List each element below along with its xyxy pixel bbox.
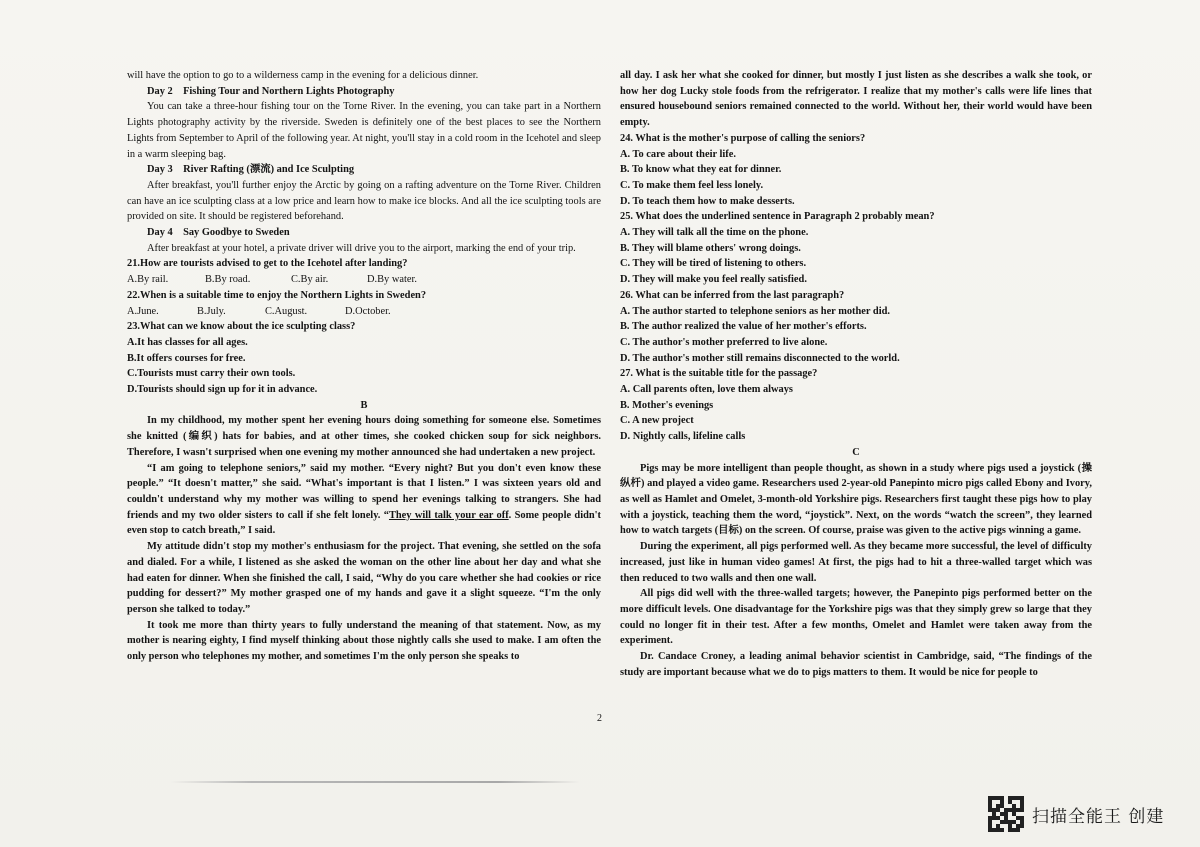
question-21: 21.How are tourists advised to get to the Icehotel after landing? xyxy=(127,258,408,270)
option: B. They will blame others' wrong doings. xyxy=(620,242,801,254)
day-3-text: After breakfast, you'll further enjoy the Arctic by going on a rafting adventure on the Torne River. Children can have an ice sculpting class at a low price and learn how to make ice blocks. And all the ice sculpting tools are provided on site. It should be registered beforehand. xyxy=(127,179,601,223)
option: D. The author's mother still remains disconnected to the world. xyxy=(620,352,900,364)
underlined-sentence: They will talk your ear off xyxy=(388,509,509,521)
day-4-heading: Day 4 Say Goodbye to Sweden xyxy=(147,227,290,239)
day-2-text: You can take a three-hour fishing tour on the Torne River. In the evening, you can take part in a Northern Lights photography activity by the riverside. Sweden is definitely one of the best places to see the Northern Lights from September to April of the following year. At night, you'll stay in a cold room in the Icehotel and sleep in a warm sleeping bag. xyxy=(127,101,601,160)
option: C. The author's mother preferred to live alone. xyxy=(620,336,828,348)
passage-b-continuation: all day. I ask her what she cooked for dinner, but mostly I just listen as she describes a walk she took, or how her dog Lucky stole foods from the refrigerator. I realize that my mother's calls were life lines that ensured housebound seniors remained connected to the world. Without her, their world would have been empty. xyxy=(620,70,1092,129)
day-2-heading: Day 2 Fishing Tour and Northern Lights Photography xyxy=(147,85,395,97)
qr-module xyxy=(1020,828,1024,832)
qr-code-icon xyxy=(988,796,1024,832)
question-23: 23.What can we know about the ice sculpting class? xyxy=(127,321,356,333)
option: B. Mother's evenings xyxy=(620,399,714,411)
option: D. They will make you feel really satisfied. xyxy=(620,274,807,286)
day-3-heading: Day 3 River Rafting (漂流) and Ice Sculpting xyxy=(147,164,355,176)
option: A. The author started to telephone seniors as her mother did. xyxy=(620,305,890,317)
page-number: 2 xyxy=(597,713,602,724)
right-column xyxy=(620,68,1092,680)
section-b-title: B xyxy=(360,399,368,411)
option: A.By rail. xyxy=(127,274,169,286)
option: B.By road. xyxy=(205,274,251,286)
camscanner-watermark xyxy=(988,796,1164,832)
question-24: 24. What is the mother's purpose of calling the seniors? xyxy=(620,132,866,144)
option: C.By air. xyxy=(291,274,329,286)
question-22-options xyxy=(127,304,601,320)
option: A. Call parents often, love them always xyxy=(620,384,793,396)
passage-b-paragraph: My attitude didn't stop my mother's enthusiasm for the project. That evening, she settled on the sofa and dialed. For a while, I listened as she asked the woman on the other line about her day and what she had eaten for dinner. When she finished the call, I said, “Why do you care whether she had cookies or rice pudding for dessert?” My mother grasped one of my hands and gave it a slight squeeze. “I'm the only person she talked to today.” xyxy=(127,541,601,615)
option: A.It has classes for all ages. xyxy=(127,336,248,348)
option: D. To teach them how to make desserts. xyxy=(620,195,795,207)
option: B. To know what they eat for dinner. xyxy=(620,164,782,176)
option: D.By water. xyxy=(367,274,417,286)
left-column xyxy=(127,68,601,665)
option: B.July. xyxy=(197,305,226,317)
text-span: “I am going to telephone seniors,” said my mother. “Every night? But you don't even know these people.” “It doesn't matter,” she said. “What's important is that I listen.” I was sixteen years old and couldn't understand why my mother was willing to spend her evenings talking to strangers. She had friends and my two older sisters to call if she felt lonely. “ xyxy=(127,462,601,521)
section-c-title: C xyxy=(852,446,860,458)
watermark-text: 扫描全能王 创建 xyxy=(1032,806,1165,827)
passage-b-paragraph xyxy=(127,461,601,540)
question-25: 25. What does the underlined sentence in Paragraph 2 probably mean? xyxy=(620,211,935,223)
option: C. To make them feel less lonely. xyxy=(620,179,764,191)
passage-b-paragraph: It took me more than thirty years to fully understand the meaning of that statement. Now, as my mother is nearing eighty, I find myself thinking about those nightly calls she used to make. I am often the only person who telephones my mother, and sometimes I'm the only person she speaks to xyxy=(127,619,601,663)
passage-c-paragraph: Dr. Candace Croney, a leading animal behavior scientist in Cambridge, said, “The findings of the study are important because what we do to pigs matters to them. It would be nice for people to xyxy=(620,651,1092,678)
question-27: 27. What is the suitable title for the passage? xyxy=(620,368,818,380)
option: C.August. xyxy=(265,305,308,317)
option: D. Nightly calls, lifeline calls xyxy=(620,431,746,443)
passage-c-paragraph: During the experiment, all pigs performed well. As they became more successful, the level of difficulty increased, just like in human video games! At first, the pigs had to hit a three-walled target which was then reduced to two walls and then one wall. xyxy=(620,541,1092,584)
option: C.Tourists must carry their own tools. xyxy=(127,368,296,380)
day-4-text: After breakfast at your hotel, a private driver will drive you to the airport, marking the end of your trip. xyxy=(147,242,576,254)
option: D.October. xyxy=(345,305,391,317)
option: A. To care about their life. xyxy=(620,148,736,160)
option: A.June. xyxy=(127,305,159,317)
passage-b-paragraph: In my childhood, my mother spent her evening hours doing something for someone else. Sometimes she knitted (编织) hats for babies, and at other times, she cooked chicken soup for sick neighbors. Therefore, I wasn't surprised when one evening my mother announced she had undertaken a new project. xyxy=(127,415,601,458)
question-26: 26. What can be inferred from the last paragraph? xyxy=(620,289,845,301)
option: B.It offers courses for free. xyxy=(127,352,246,364)
intro-line: will have the option to go to a wilderness camp in the evening for a delicious dinner. xyxy=(127,70,479,81)
question-21-options xyxy=(127,272,601,288)
question-22: 22.When is a suitable time to enjoy the Northern Lights in Sweden? xyxy=(127,289,427,301)
option: D.Tourists should sign up for it in advance. xyxy=(127,384,318,396)
scan-artifact-line xyxy=(170,781,580,783)
option: A. They will talk all the time on the phone. xyxy=(620,227,809,239)
text-span: . Some people didn't even stop to catch breath,” I said. xyxy=(127,509,601,537)
passage-c-paragraph: Pigs may be more intelligent than people thought, as shown in a study where pigs used a joystick (操纵杆) and played a video game. Researchers used 2-year-old Panepinto micro pigs called Ebony and Ivory, as well as Hamlet and Omelet, 3-month-old Yorkshire pigs. Researchers first taught these pigs how to play with a joystick, teaching them the word, “joystick”. Next, on the words “watch the screen”, they learned how to watch targets (目标) on the screen. Of course, praise was given to the active pigs winning a game. xyxy=(620,462,1092,537)
passage-c-paragraph: All pigs did well with the three-walled targets; however, the Panepinto pigs performed better on the more difficult levels. One disadvantage for the Yorkshire pigs was that they simply grew so large that they could no longer fit in their test. After a few months, Omelet and Hamlet were taken away from the experiment. xyxy=(620,588,1092,647)
option: B. The author realized the value of her mother's efforts. xyxy=(620,321,867,333)
option: C. They will be tired of listening to others. xyxy=(620,258,807,270)
option: C. A new project xyxy=(620,415,694,427)
